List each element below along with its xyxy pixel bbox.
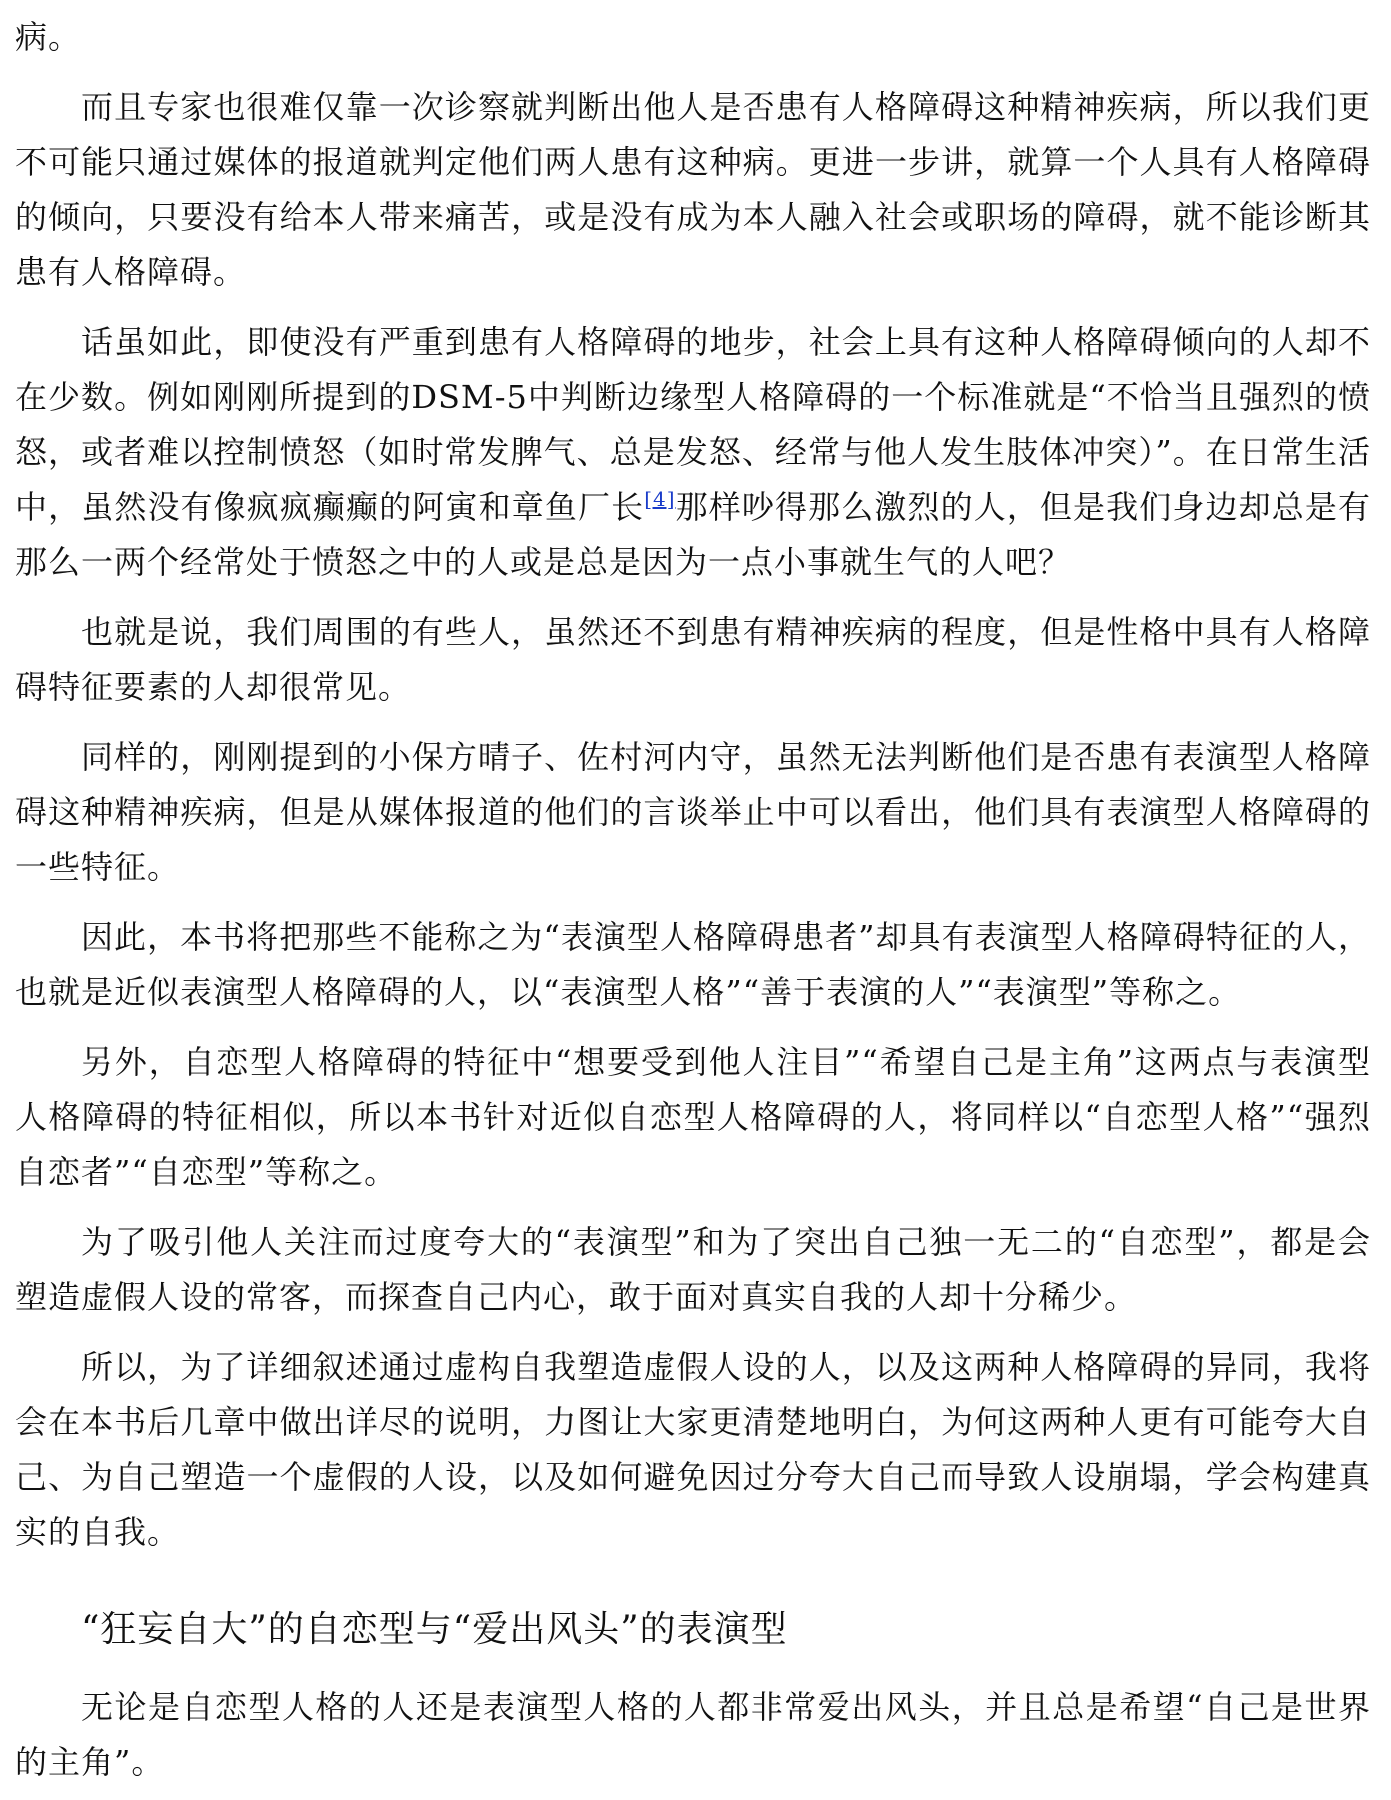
paragraph: 所以，为了详细叙述通过虚构自我塑造虚假人设的人，以及这两种人格障碍的异同，我将会在本书后几章中做出详尽的说明，力图让大家更清楚地明白，为何这两种人更有可能夸大自己、为自己塑造一个虚假的人设，以及如何避免因过分夸大自己而导致人设崩塌，学会构建真实的自我。 [15,1348,1371,1551]
paragraph-continuation: 病。 [15,18,82,56]
footnote-link[interactable]: [4] [644,487,676,511]
paragraph-with-footnote [15,315,1371,590]
paragraph: 因此，本书将把那些不能称之为“表演型人格障碍患者”却具有表演型人格障碍特征的人，也就是近似表演型人格障碍的人，以“表演型人格”“善于表演的人”“表演型”等称之。 [15,918,1371,1011]
paragraph-text: 那样吵得那么激烈的人，但是我们身边却总是有那么一两个经常处于愤怒之中的人或是总是因为一点小事就生气的人吧？ [15,488,1371,581]
section-heading: “狂妄自大”的自恋型与“爱出风头”的表演型 [81,1609,788,1650]
paragraph: 同样的，刚刚提到的小保方晴子、佐村河内守，虽然无法判断他们是否患有表演型人格障碍这种精神疾病，但是从媒体报道的他们的言谈举止中可以看出，他们具有表演型人格障碍的一些特征。 [15,738,1371,886]
paragraph-text: 话虽如此，即使没有严重到患有人格障碍的地步，社会上具有这种人格障碍倾向的人却不在少数。例如刚刚所提到的DSM-5中判断边缘型人格障碍的一个标准就是“不恰当且强烈的愤怒，或者难以控制愤怒（如时常发脾气、总是发怒、经常与他人发生肢体冲突）”。在日常生活中，虽然没有像疯疯癫癫的阿寅和章鱼厂长 [15,323,1371,526]
paragraph: 另外，自恋型人格障碍的特征中“想要受到他人注目”“希望自己是主角”这两点与表演型人格障碍的特征相似，所以本书针对近似自恋型人格障碍的人，将同样以“自恋型人格”“强烈自恋者”“自恋型”等称之。 [15,1043,1371,1191]
paragraph: 也就是说，我们周围的有些人，虽然还不到患有精神疾病的程度，但是性格中具有人格障碍特征要素的人却很常见。 [15,613,1371,706]
paragraph: 无论是自恋型人格的人还是表演型人格的人都非常爱出风头，并且总是希望“自己是世界的主角”。 [15,1688,1371,1781]
paragraph: 而且专家也很难仅靠一次诊察就判断出他人是否患有人格障碍这种精神疾病，所以我们更不可能只通过媒体的报道就判定他们两人患有这种病。更进一步讲，就算一个人具有人格障碍的倾向，只要没有给本人带来痛苦，或是没有成为本人融入社会或职场的障碍，就不能诊断其患有人格障碍。 [15,88,1371,291]
paragraph: 为了吸引他人关注而过度夸大的“表演型”和为了突出自己独一无二的“自恋型”，都是会塑造虚假人设的常客，而探查自己内心，敢于面对真实自我的人却十分稀少。 [15,1223,1371,1316]
